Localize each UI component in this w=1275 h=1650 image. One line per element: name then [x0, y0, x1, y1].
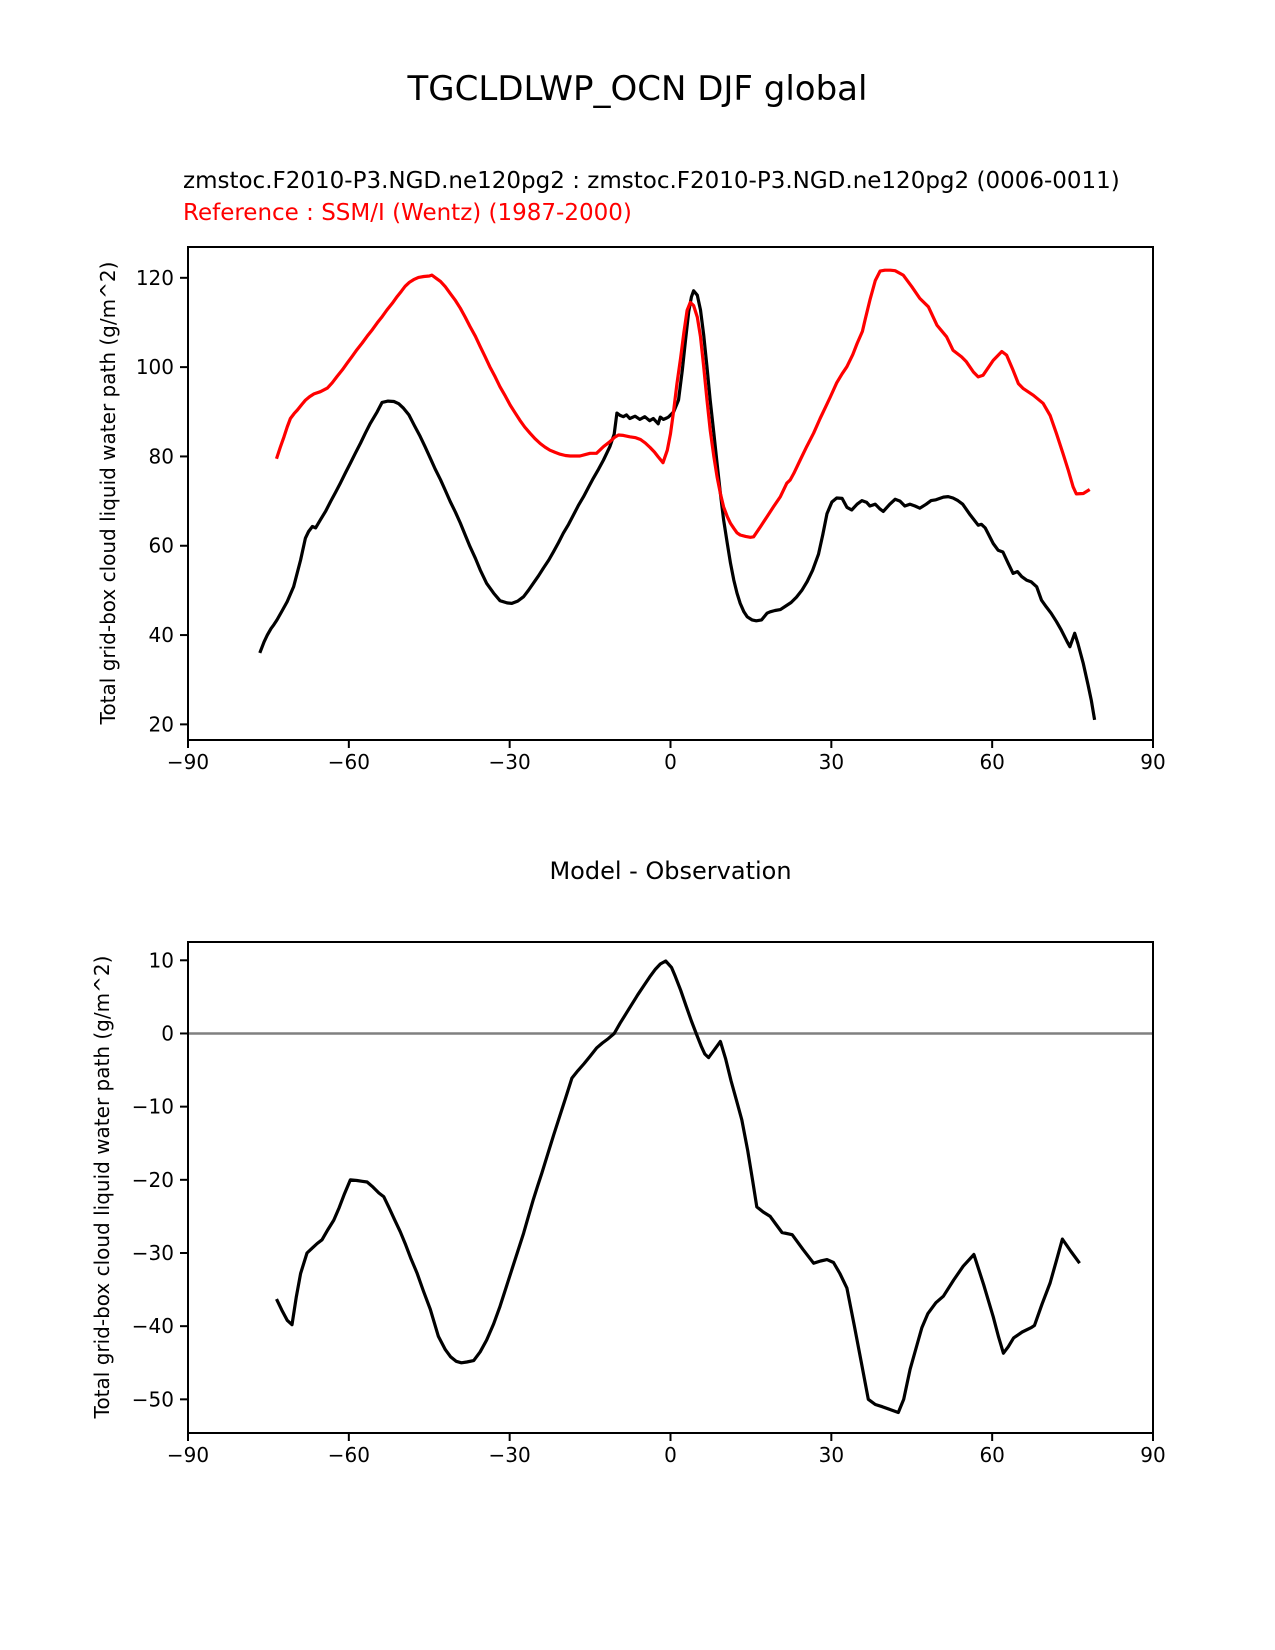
- difference-chart-title: Model - Observation: [549, 857, 792, 885]
- x-tick-label: 60: [979, 1443, 1005, 1468]
- top-chart: [136, 247, 1166, 774]
- y-tick-label: −40: [131, 1314, 174, 1339]
- x-tick-label: −90: [166, 750, 210, 775]
- y-tick-label: −20: [131, 1167, 174, 1192]
- y-tick-label: 60: [148, 533, 174, 558]
- x-tick-label: −30: [488, 1443, 531, 1468]
- y-tick-label: 100: [135, 355, 174, 380]
- reference-subtitle: Reference : SSM/I (Wentz) (1987-2000): [183, 200, 632, 226]
- y-tick-label: 120: [135, 265, 174, 290]
- difference-chart-plot-border: [188, 942, 1153, 1433]
- x-tick-label: 90: [1140, 750, 1166, 775]
- x-tick-label: 30: [818, 1443, 845, 1468]
- top-chart-y-axis-label: Total grid-box cloud liquid water path (g/m^2): [96, 261, 120, 725]
- model-run-subtitle: zmstoc.F2010-P3.NGD.ne120pg2 : zmstoc.F2010-P3.NGD.ne120pg2 (0006-0011): [183, 168, 1120, 194]
- x-tick-label: −60: [327, 1443, 370, 1468]
- x-tick-label: 60: [979, 750, 1005, 775]
- top-chart-series-0: [260, 291, 1095, 720]
- bottom-chart-y-axis-label: Total grid-box cloud liquid water path (g/m^2): [90, 955, 114, 1419]
- x-tick-label: 30: [818, 750, 845, 775]
- x-tick-label: −30: [488, 750, 531, 775]
- x-tick-label: 90: [1140, 1443, 1166, 1468]
- y-tick-label: 80: [148, 444, 174, 469]
- y-tick-label: 10: [148, 948, 174, 973]
- x-tick-label: 0: [664, 1443, 677, 1468]
- y-tick-label: −50: [131, 1387, 174, 1412]
- y-tick-label: −30: [131, 1240, 174, 1265]
- y-tick-label: −10: [131, 1094, 174, 1119]
- difference-chart-series-0: [277, 961, 1080, 1413]
- top-chart-plot-border: [188, 247, 1153, 740]
- x-tick-label: −60: [327, 750, 370, 775]
- y-tick-label: 20: [148, 712, 174, 737]
- page-title: TGCLDLWP_OCN DJF global: [407, 69, 868, 109]
- difference-chart: [132, 942, 1166, 1467]
- x-tick-label: 0: [664, 750, 677, 775]
- y-tick-label: 0: [161, 1021, 174, 1046]
- x-tick-label: −90: [166, 1443, 210, 1468]
- y-tick-label: 40: [148, 623, 174, 648]
